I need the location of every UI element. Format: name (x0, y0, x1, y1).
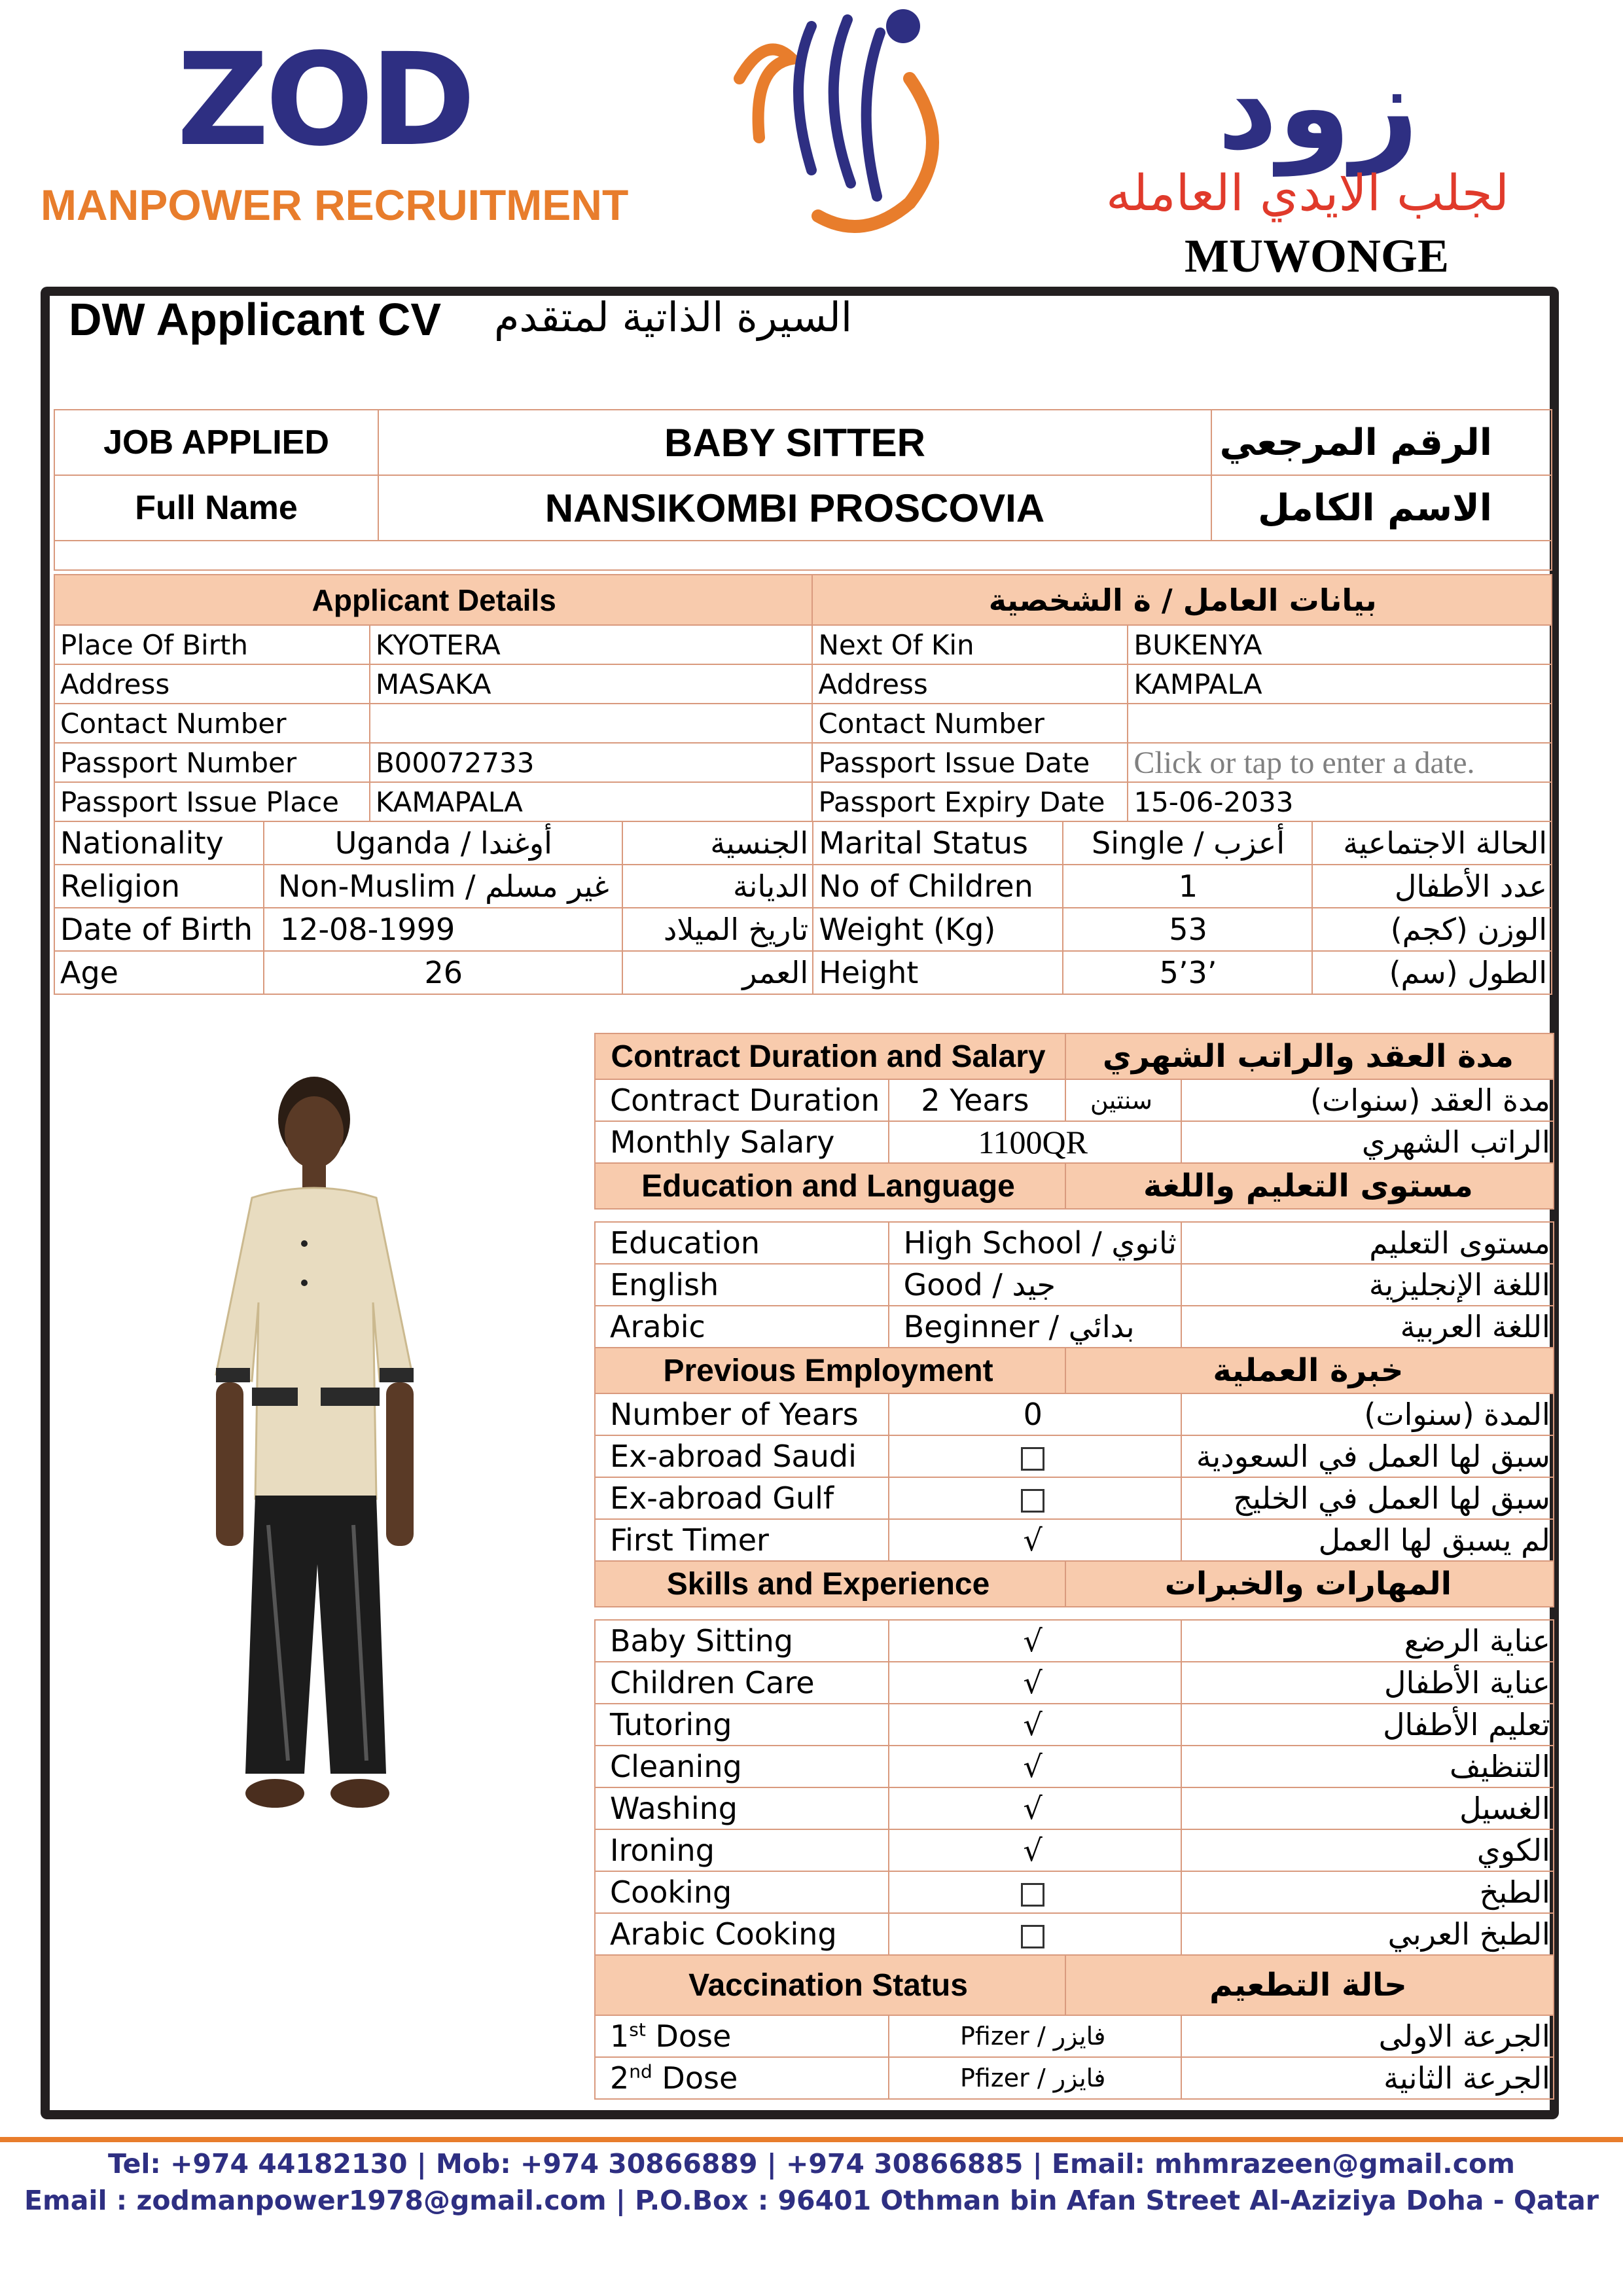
children-value[interactable]: 1 (1063, 865, 1312, 908)
nationality-label: Nationality (54, 821, 264, 865)
skill-check[interactable]: √ (889, 1829, 1181, 1871)
table-row (54, 782, 1552, 821)
dose-label (595, 2057, 889, 2099)
first-timer-label-arabic: لم يسبق لها العمل (1181, 1519, 1554, 1561)
table-row (595, 1435, 1554, 1477)
kin-contact-number-label: Contact Number (812, 704, 1128, 743)
skill-checkbox[interactable] (889, 1913, 1181, 1955)
children-label-arabic: عدد الأطفال (1312, 865, 1552, 908)
date-of-birth-label: Date of Birth (54, 908, 264, 951)
ex-gulf-label-arabic: سبق لها العمل في الخليج (1181, 1477, 1554, 1519)
kin-address-value[interactable]: KAMPALA (1128, 664, 1552, 704)
table-row (595, 1306, 1554, 1348)
skill-check[interactable]: √ (889, 1704, 1181, 1746)
ex-saudi-label: Ex-abroad Saudi (595, 1435, 889, 1477)
ex-gulf-checkbox[interactable] (889, 1477, 1181, 1519)
company-logo-icon (713, 7, 988, 255)
table-row (595, 1079, 1554, 1121)
weight-label-arabic: الوزن (كجم) (1312, 908, 1552, 951)
employment-title: Previous Employment (595, 1348, 1065, 1393)
dose-value[interactable]: Pfizer / فايزر (889, 2057, 1181, 2099)
table-row (54, 951, 1552, 994)
contact-number-value[interactable] (370, 704, 813, 743)
table-row (595, 1829, 1554, 1871)
monthly-salary-value[interactable]: 1100QR (889, 1121, 1181, 1163)
dose-text: Dose (652, 2060, 738, 2096)
kin-address-label: Address (812, 664, 1128, 704)
passport-issue-place-label: Passport Issue Place (54, 782, 370, 821)
dose-suffix: st (629, 2018, 646, 2041)
contract-duration-label: Contract Duration (595, 1079, 889, 1121)
logo-wordmark: ZOD (177, 26, 473, 174)
address-value[interactable]: MASAKA (370, 664, 813, 704)
spacer (54, 541, 1552, 570)
job-value[interactable]: BABY SITTER (378, 410, 1211, 475)
job-row (54, 410, 1552, 475)
vaccination-title: Vaccination Status (595, 1955, 1065, 2015)
table-row (54, 743, 1552, 782)
applicant-details-title-arabic: بيانات العامل / ة الشخصية (812, 575, 1552, 625)
monthly-salary-label-arabic: الراتب الشهري (1181, 1121, 1554, 1163)
arabic-value[interactable]: Beginner / بدائي (889, 1306, 1181, 1348)
skill-label-arabic: الكوي (1181, 1829, 1554, 1871)
english-label: English (595, 1264, 889, 1306)
skill-label-arabic: الطبخ (1181, 1871, 1554, 1913)
full-name-label: Full Name (54, 475, 378, 541)
spacer-row (595, 1209, 1554, 1222)
passport-number-label: Passport Number (54, 743, 370, 782)
ex-saudi-checkbox[interactable] (889, 1435, 1181, 1477)
age-label-arabic: العمر (622, 951, 813, 994)
education-title: Education and Language (595, 1163, 1065, 1209)
height-label-arabic: الطول (سم) (1312, 951, 1552, 994)
table-row (595, 1913, 1554, 1955)
nationality-label-arabic: الجنسية (622, 821, 813, 865)
spacer (595, 1607, 1554, 1620)
dose-number: 1 (610, 2018, 630, 2054)
dose-label-arabic: الجرعة الثانية (1181, 2057, 1554, 2099)
skill-label: Ironing (595, 1829, 889, 1871)
checkbox-empty-icon[interactable] (1021, 1883, 1044, 1907)
years-value[interactable]: 0 (889, 1393, 1181, 1435)
contract-title-arabic: مدة العقد والراتب الشهري (1065, 1033, 1554, 1079)
education-title-arabic: مستوى التعليم واللغة (1065, 1163, 1554, 1209)
reference-label-arabic: الرقم المرجعي (1211, 410, 1552, 475)
table-row (54, 664, 1552, 704)
dose-suffix: nd (629, 2060, 652, 2083)
age-value[interactable]: 26 (264, 951, 622, 994)
name-row (54, 475, 1552, 541)
cv-title-arabic: السيرة الذاتية لمتقدم (494, 293, 853, 341)
employment-title-arabic: خبرة العملية (1065, 1348, 1554, 1393)
passport-issue-place-value[interactable]: KAMAPALA (370, 782, 813, 821)
ex-gulf-label: Ex-abroad Gulf (595, 1477, 889, 1519)
footer-divider (0, 2137, 1623, 2142)
job-table (54, 409, 1552, 571)
years-label: Number of Years (595, 1393, 889, 1435)
place-of-birth-value[interactable]: KYOTERA (370, 625, 813, 664)
ex-saudi-label-arabic: سبق لها العمل في السعودية (1181, 1435, 1554, 1477)
table-row (595, 1704, 1554, 1746)
table-row (54, 625, 1552, 664)
dose-label-arabic: الجرعة الاولى (1181, 2015, 1554, 2057)
skill-label-arabic: تعليم الأطفال (1181, 1704, 1554, 1746)
skills-header (595, 1561, 1554, 1607)
skill-check[interactable]: √ (889, 1787, 1181, 1829)
job-label: JOB APPLIED (54, 410, 378, 475)
years-label-arabic: المدة (سنوات) (1181, 1393, 1554, 1435)
table-row (54, 704, 1552, 743)
logo-arabic: زود (1217, 39, 1419, 176)
education-label-arabic: مستوى التعليم (1181, 1222, 1554, 1264)
contract-duration-label-arabic: مدة العقد (سنوات) (1181, 1079, 1554, 1121)
nationality-value[interactable]: Uganda / أوغندا (264, 821, 622, 865)
logo-subtitle: MANPOWER RECRUITMENT (41, 181, 629, 229)
next-of-kin-label: Next Of Kin (812, 625, 1128, 664)
marital-status-label-arabic: الحالة الاجتماعية (1312, 821, 1552, 865)
next-of-kin-value[interactable]: BUKENYA (1128, 625, 1552, 664)
contract-title: Contract Duration and Salary (595, 1033, 1065, 1079)
table-row (595, 1264, 1554, 1306)
details-right-table (594, 1033, 1554, 2100)
checkbox-empty-icon[interactable] (1021, 1489, 1044, 1513)
skill-label: Baby Sitting (595, 1620, 889, 1662)
skill-label: Washing (595, 1787, 889, 1829)
date-of-birth-label-arabic: تاريخ الميلاد (622, 908, 813, 951)
skills-title: Skills and Experience (595, 1561, 1065, 1607)
skill-label-arabic: الطبخ العربي (1181, 1913, 1554, 1955)
checkbox-empty-icon[interactable] (1021, 1925, 1044, 1948)
religion-label-arabic: الديانة (622, 865, 813, 908)
table-row (595, 1662, 1554, 1704)
dose-text: Dose (645, 2018, 732, 2054)
applicant-details-table (54, 574, 1552, 822)
spacer-row (595, 1607, 1554, 1620)
marital-status-value[interactable]: Single / أعزب (1063, 821, 1312, 865)
employment-header (595, 1348, 1554, 1393)
agent-name: MUWONGE (1185, 230, 1449, 282)
first-timer-check[interactable]: √ (889, 1519, 1181, 1561)
full-name-label-arabic: الاسم الكامل (1211, 475, 1552, 541)
vaccination-header (595, 1955, 1554, 2015)
religion-label: Religion (54, 865, 264, 908)
table-row (595, 1393, 1554, 1435)
skills-title-arabic: المهارات والخبرات (1065, 1561, 1554, 1607)
table-row (595, 1787, 1554, 1829)
contract-duration-value[interactable]: 2 Years (889, 1079, 1065, 1121)
marital-status-label: Marital Status (813, 821, 1063, 865)
personal-details-table (54, 821, 1552, 995)
table-row (54, 821, 1552, 865)
education-value[interactable]: High School / ثانوي (889, 1222, 1181, 1264)
footer-contact-line: Tel: +974 44182130 | Mob: +974 30866889 | +974 30866885 | Email: mhmrazeen@gmail.com (108, 2148, 1515, 2179)
table-row (54, 865, 1552, 908)
education-label: Education (595, 1222, 889, 1264)
passport-expiry-date-label: Passport Expiry Date (812, 782, 1128, 821)
spacer-row (54, 541, 1552, 570)
education-header (595, 1163, 1554, 1209)
height-value[interactable]: 5’3’ (1063, 951, 1312, 994)
table-row (595, 1746, 1554, 1787)
table-row (595, 1620, 1554, 1662)
skill-label: Arabic Cooking (595, 1913, 889, 1955)
table-row (595, 2015, 1554, 2057)
address-label: Address (54, 664, 370, 704)
skill-check[interactable]: √ (889, 1620, 1181, 1662)
passport-expiry-date-value[interactable]: 15-06-2033 (1128, 782, 1552, 821)
spacer (595, 1209, 1554, 1222)
contact-number-label: Contact Number (54, 704, 370, 743)
dose-value[interactable]: Pfizer / فايزر (889, 2015, 1181, 2057)
contract-header (595, 1033, 1554, 1079)
arabic-label-arabic: اللغة العربية (1181, 1306, 1554, 1348)
full-name-value[interactable]: NANSIKOMBI PROSCOVIA (378, 475, 1211, 541)
dose-label (595, 2015, 889, 2057)
applicant-details-header (54, 575, 1552, 625)
skill-label-arabic: عناية الرضع (1181, 1620, 1554, 1662)
passport-issue-date-field[interactable]: Click or tap to enter a date. (1128, 743, 1552, 782)
passport-issue-date-label: Passport Issue Date (812, 743, 1128, 782)
vaccination-title-arabic: حالة التطعيم (1065, 1955, 1554, 2015)
skill-label-arabic: عناية الأطفال (1181, 1662, 1554, 1704)
skill-label: Cleaning (595, 1746, 889, 1787)
monthly-salary-label: Monthly Salary (595, 1121, 889, 1163)
skill-label: Tutoring (595, 1704, 889, 1746)
first-timer-label: First Timer (595, 1519, 889, 1561)
age-label: Age (54, 951, 264, 994)
date-of-birth-value[interactable]: 12-08-1999 (264, 908, 622, 951)
weight-value[interactable]: 53 (1063, 908, 1312, 951)
skill-label-arabic: التنظيف (1181, 1746, 1554, 1787)
religion-value[interactable]: Non-Muslim / غير مسلم (264, 865, 622, 908)
applicant-photo (190, 1067, 445, 1839)
table-row (595, 1477, 1554, 1519)
height-label: Height (813, 951, 1063, 994)
english-label-arabic: اللغة الإنجليزية (1181, 1264, 1554, 1306)
passport-number-value[interactable]: B00072733 (370, 743, 813, 782)
table-row (595, 1121, 1554, 1163)
table-row (595, 2057, 1554, 2099)
table-row (595, 1222, 1554, 1264)
table-row (54, 908, 1552, 951)
children-label: No of Children (813, 865, 1063, 908)
dose-number: 2 (610, 2060, 630, 2096)
table-row (595, 1519, 1554, 1561)
contract-duration-value-arabic: سنتين (1065, 1079, 1181, 1121)
weight-label: Weight (Kg) (813, 908, 1063, 951)
table-row (595, 1871, 1554, 1913)
checkbox-empty-icon[interactable] (1021, 1447, 1044, 1471)
logo-arabic-subtitle: لجلب الايدي العامله (1106, 164, 1510, 222)
skill-checkbox[interactable] (889, 1871, 1181, 1913)
kin-contact-number-value[interactable] (1128, 704, 1552, 743)
footer-address-line: Email : zodmanpower1978@gmail.com | P.O.Box : 96401 Othman bin Afan Street Al-Aziziya Doha - Qatar (24, 2185, 1599, 2216)
skill-label: Children Care (595, 1662, 889, 1704)
english-value[interactable]: Good / جيد (889, 1264, 1181, 1306)
applicant-details-title: Applicant Details (54, 575, 812, 625)
skill-label: Cooking (595, 1871, 889, 1913)
skill-check[interactable]: √ (889, 1746, 1181, 1787)
cv-title: DW Applicant CV (69, 294, 442, 345)
arabic-label: Arabic (595, 1306, 889, 1348)
skill-label-arabic: الغسيل (1181, 1787, 1554, 1829)
place-of-birth-label: Place Of Birth (54, 625, 370, 664)
skill-check[interactable]: √ (889, 1662, 1181, 1704)
